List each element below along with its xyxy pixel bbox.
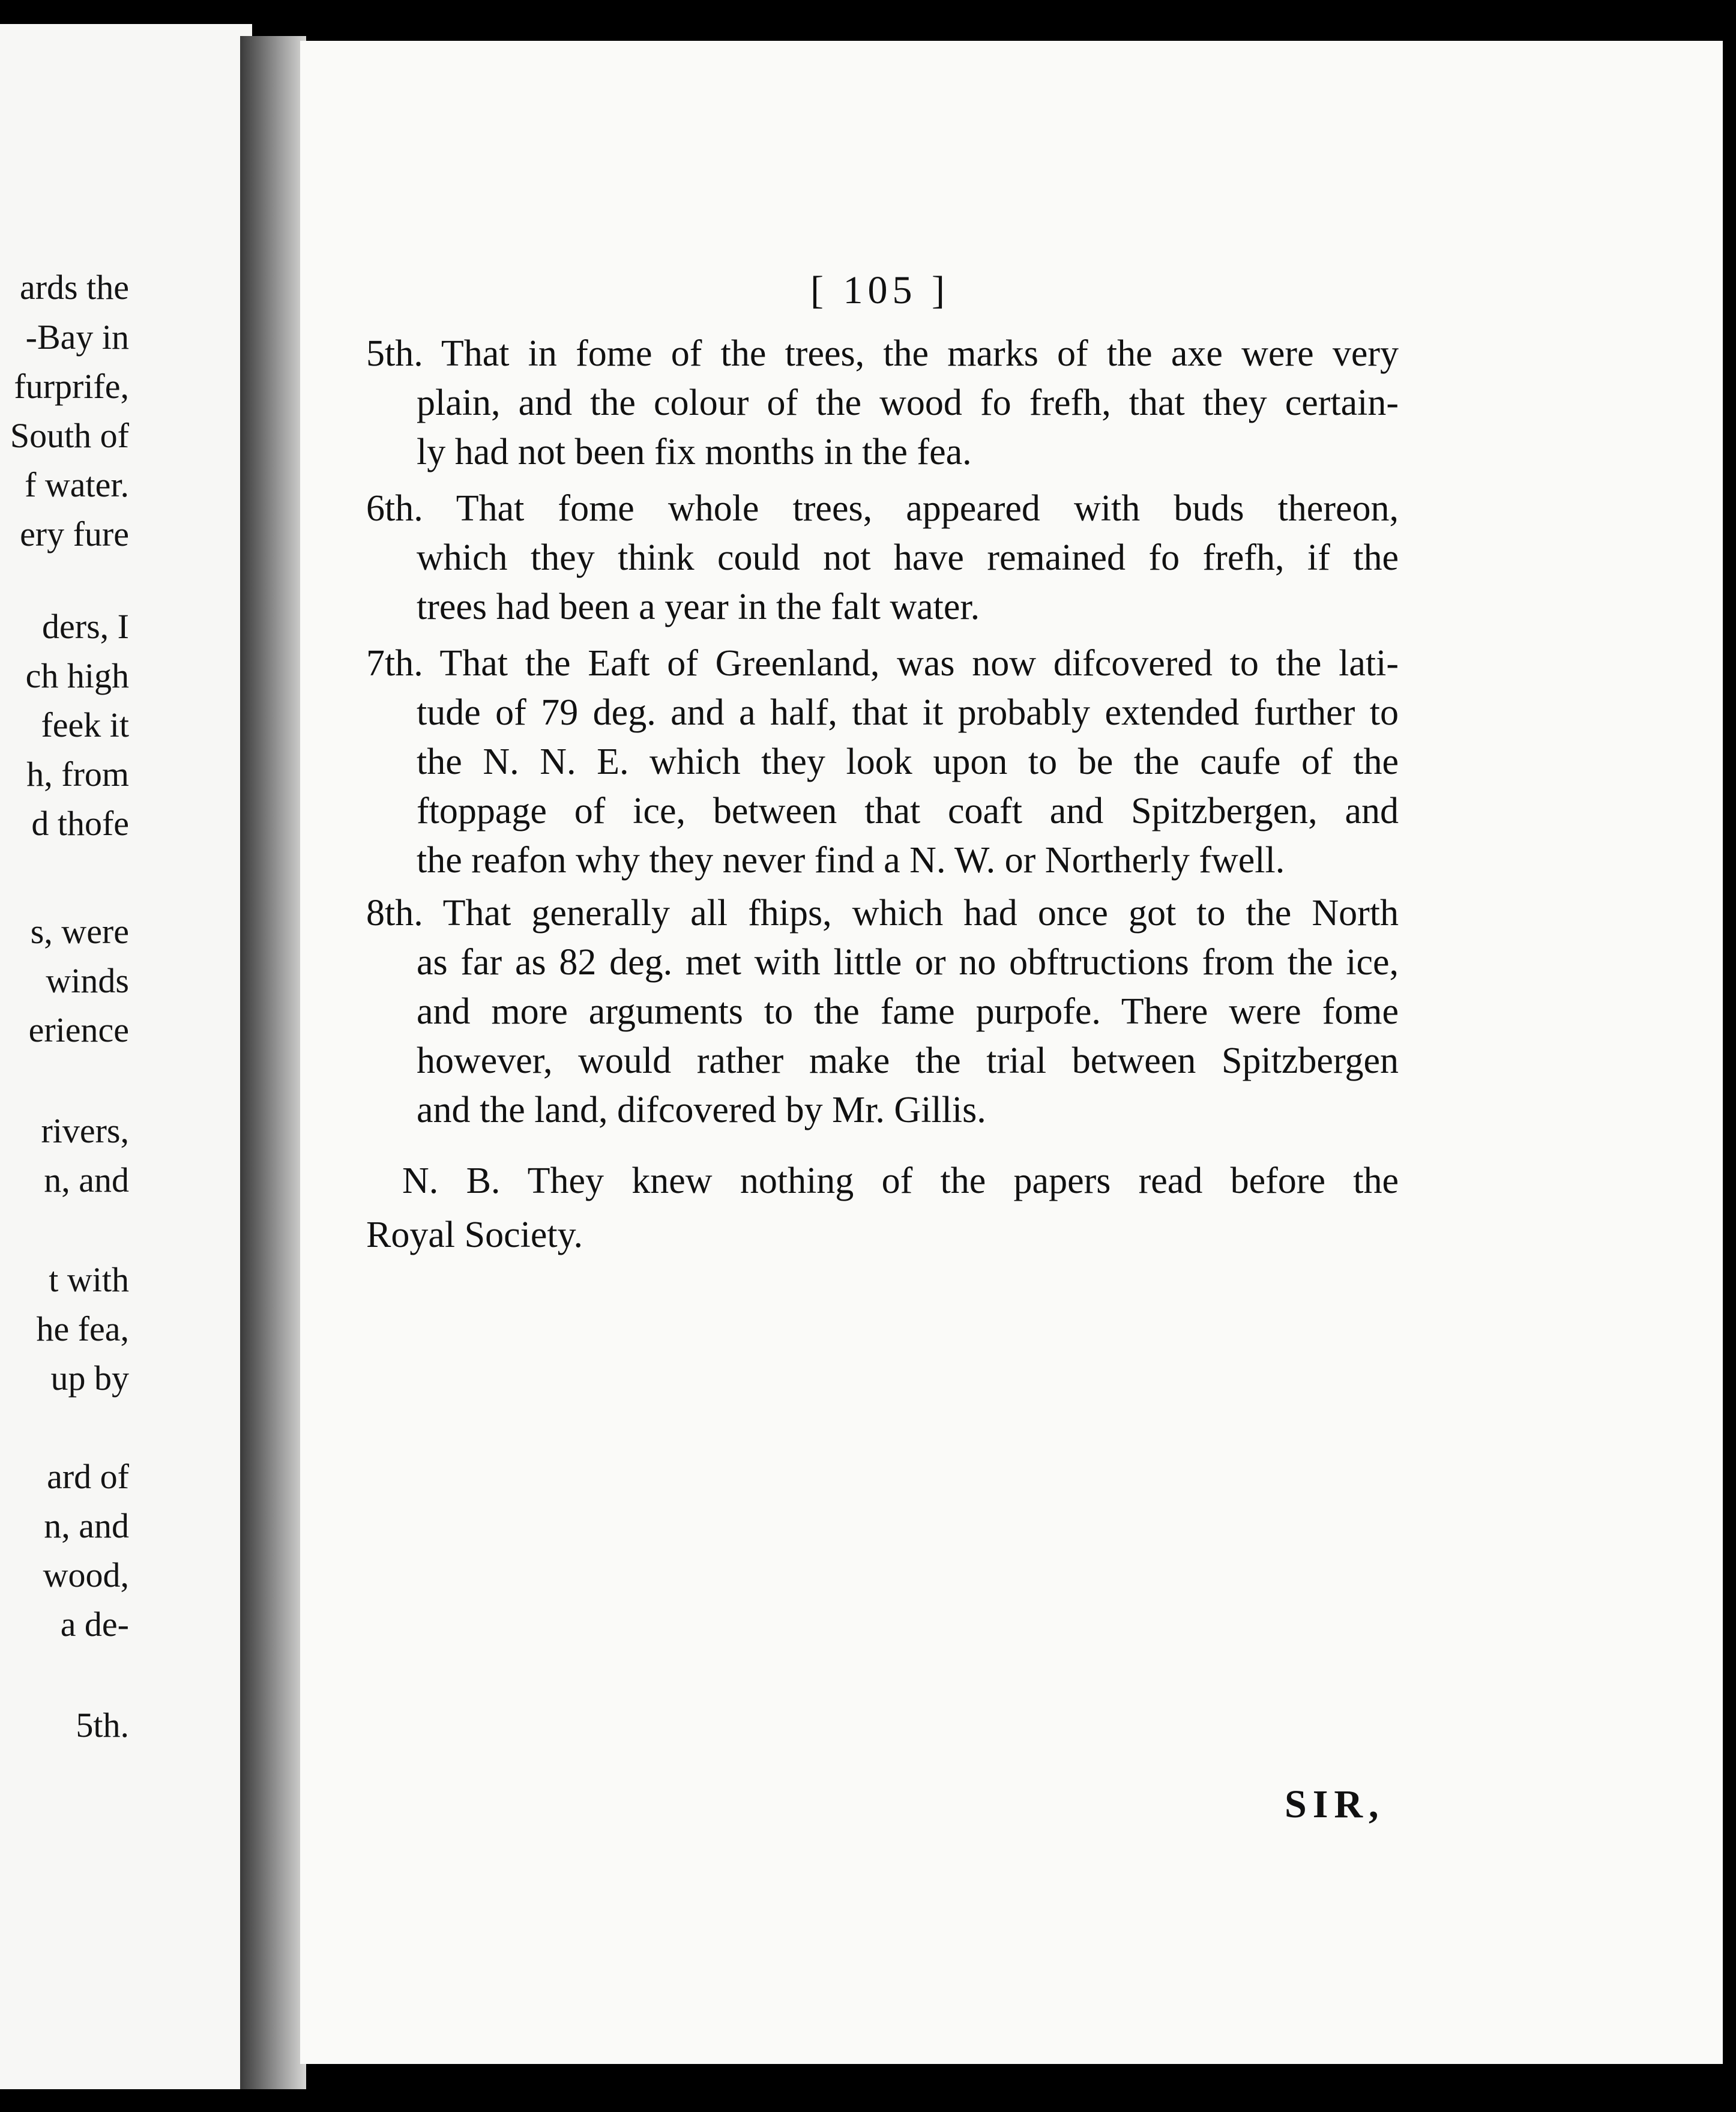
left-page [0,24,252,2089]
text-line: and the land, difcovered by Mr. Gillis. [417,1090,986,1130]
left-line: -Bay in [25,318,129,357]
text-line: ftoppage of ice, between that coaft and Spitzbergen, and [417,791,1399,831]
left-line: ards the [20,268,129,307]
text-line: trees had been a year in the falt water. [417,587,980,627]
left-line: f water. [25,465,129,504]
left-line: t with [49,1260,129,1299]
left-line: 5th. [76,1706,129,1745]
left-line: d thofe [31,804,129,843]
left-line: h, from [26,755,129,794]
paragraph-5th [366,329,1399,477]
book-gutter [240,36,306,2089]
left-line: wood, [43,1555,129,1595]
paragraph-8th [366,889,1399,1135]
left-line: he fea, [36,1309,129,1348]
left-line: up by [50,1359,129,1398]
left-line: feek it [41,705,129,744]
right-page [300,41,1723,2064]
left-line: furprife, [14,367,129,406]
left-line: ders, I [42,607,129,646]
left-line: ch high [25,656,129,695]
text-line: 8th. That generally all fhips, which had once got to the North [366,893,1399,934]
paragraph-6th [366,484,1399,632]
catchword: SIR, [1285,1782,1385,1826]
text-line: tude of 79 deg. and a half, that it probably extended further to [417,692,1399,733]
left-line: s, were [30,912,129,951]
paragraph-7th [366,639,1399,885]
text-line: the reafon why they never find a N. W. or Northerly fwell. [417,840,1285,881]
left-line: rivers, [41,1111,129,1150]
left-line: winds [46,961,129,1000]
text-line: and more arguments to the fame purpofe. There were fome [417,991,1399,1032]
text-line: which they think could not have remained fo frefh, if the [417,537,1399,578]
text-line: as far as 82 deg. met with little or no obftructions from the ice, [417,942,1399,983]
text-line: 7th. That the Eaft of Greenland, was now difcovered to the lati- [366,643,1399,684]
text-line: N. B. They knew nothing of the papers read before the [402,1160,1399,1201]
text-line: ly had not been fix months in the fea. [417,432,972,472]
page-number: [ 105 ] [810,268,950,312]
text-line: however, would rather make the trial between Spitzbergen [417,1040,1399,1081]
left-line: a de- [60,1605,129,1644]
left-line: South of [10,416,129,455]
left-line: erience [28,1010,129,1049]
note-bene [366,1154,1399,1262]
left-line: n, and [44,1160,129,1199]
text-line: Royal Society. [366,1214,583,1255]
left-line: ery fure [20,514,129,554]
text-line: 5th. That in fome of the trees, the marks of the axe were very [366,333,1399,374]
left-line: ard of [47,1457,129,1496]
left-line: n, and [44,1506,129,1545]
text-line: the N. N. E. which they look upon to be the caufe of the [417,741,1399,782]
text-line: plain, and the colour of the wood fo frefh, that they certain- [417,382,1399,423]
text-line: 6th. That fome whole trees, appeared with buds thereon, [366,488,1399,529]
